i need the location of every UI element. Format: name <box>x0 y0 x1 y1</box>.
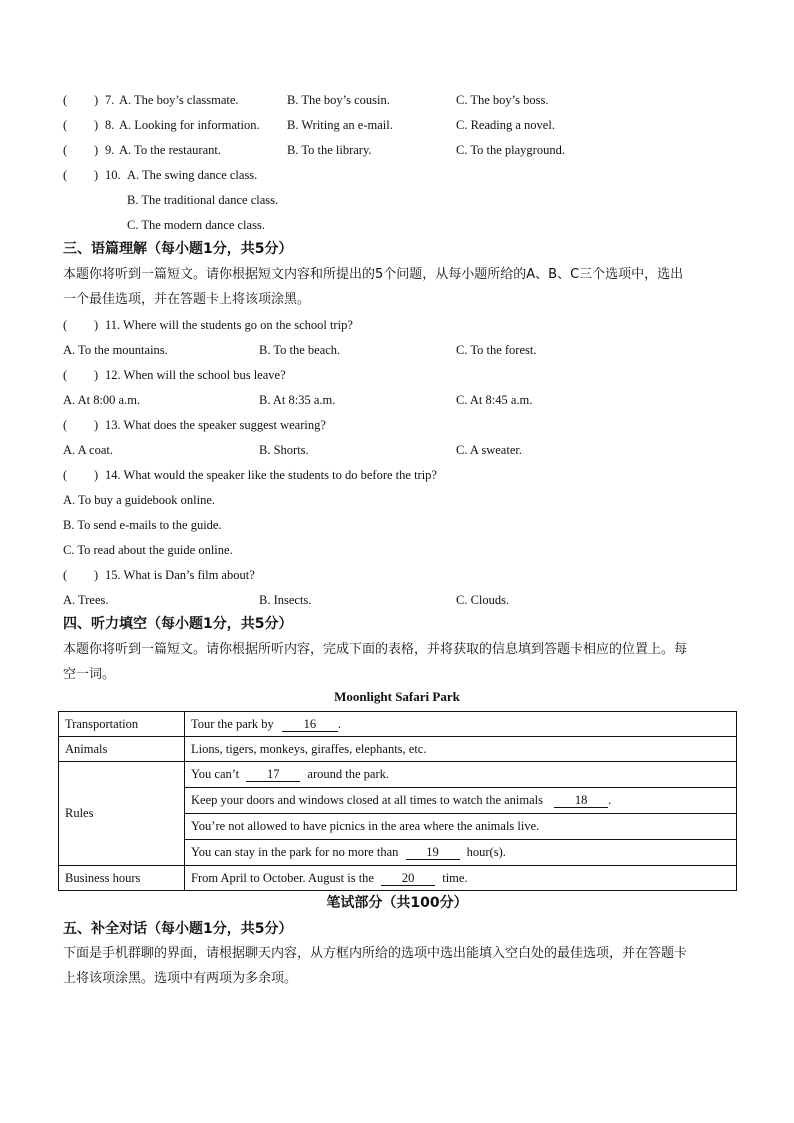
question-number: 8. <box>105 118 115 132</box>
q11-stem-row <box>63 317 353 333</box>
paren-close: ) <box>94 368 99 382</box>
q15-stem-row <box>63 567 255 583</box>
paren-close: ) <box>94 318 99 332</box>
transport-label: Transportation <box>59 712 185 737</box>
rule1-end: around the park. <box>307 767 389 781</box>
paren-close: ) <box>94 418 99 432</box>
q10-option-a: A. The swing dance class. <box>127 168 258 182</box>
rule2-end: . <box>608 793 612 807</box>
rules-label: Rules <box>59 762 185 866</box>
paren-open: ( <box>63 93 68 107</box>
q10-option-b: B. The traditional dance class. <box>127 193 279 207</box>
q10-row <box>63 167 121 183</box>
q15-option-c: C. Clouds. <box>456 593 510 607</box>
paren-close: ) <box>94 468 99 482</box>
rule2-text: Keep your doors and windows closed at all times to watch the animals <box>191 793 544 807</box>
q9-option-b: B. To the library. <box>287 143 372 157</box>
section3-instruction-line1: 本题你将听到一篇短文。请你根据短文内容和所提出的5个问题，从每小题所给的A、B、C三个选项中，选出 <box>63 267 684 282</box>
section5-instruction-line2: 上将该项涂黑。选项中有两项为多余项。 <box>63 971 298 986</box>
question-number: 9. <box>105 143 115 157</box>
q13-stem-row <box>63 417 326 433</box>
q11-option-a: A. To the mountains. <box>63 343 168 357</box>
rule4-cell <box>185 840 737 866</box>
q8-row <box>63 117 115 133</box>
q14-option-c: C. To read about the guide online. <box>63 543 233 557</box>
paren-close: ) <box>94 93 99 107</box>
q12-option-a: A. At 8:00 a.m. <box>63 393 141 407</box>
rule4-text: You can stay in the park for no more than <box>191 845 399 859</box>
transport-text: Tour the park by <box>191 716 274 731</box>
paren-open: ( <box>63 568 68 582</box>
question-number: 7. <box>105 93 115 107</box>
q13-option-a: A. A coat. <box>63 443 113 457</box>
question-stem: 15. What is Dan’s film about? <box>105 568 255 582</box>
q13-option-b: B. Shorts. <box>259 443 309 457</box>
table-row <box>59 737 737 762</box>
paren-open: ( <box>63 318 68 332</box>
q12-stem-row <box>63 367 286 383</box>
section4-heading: 四、听力填空（每小题1分，共5分） <box>63 616 293 632</box>
animals-text: Lions, tigers, monkeys, giraffes, elephants, etc. <box>185 737 737 762</box>
table-row <box>59 762 737 788</box>
q10-option-c: C. The modern dance class. <box>127 218 265 232</box>
table-row <box>59 866 737 891</box>
paren-close: ) <box>94 118 99 132</box>
blank-16: 16 <box>282 717 338 732</box>
info-table <box>58 711 737 891</box>
table-title: Moonlight Safari Park <box>334 689 460 704</box>
paren-close: ) <box>94 568 99 582</box>
question-number: 10. <box>105 168 121 182</box>
hours-cell <box>185 866 737 891</box>
hours-text: From April to October. August is the <box>191 870 374 885</box>
transport-end: . <box>337 716 342 731</box>
q7-option-a: A. The boy’s classmate. <box>119 93 239 107</box>
paren-open: ( <box>63 468 68 482</box>
q9-option-c: C. To the playground. <box>456 143 565 157</box>
rule1-text: You can’t <box>191 767 240 781</box>
section3-instruction-line2: 一个最佳选项，并在答题卡上将该项涂黑。 <box>63 292 311 307</box>
q12-option-c: C. At 8:45 a.m. <box>456 393 533 407</box>
q9-row <box>63 142 115 158</box>
q14-option-a: A. To buy a guidebook online. <box>63 493 216 507</box>
written-part-heading: 笔试部分（共100分） <box>326 895 468 911</box>
q15-option-a: A. Trees. <box>63 593 109 607</box>
blank-20: 20 <box>381 871 435 886</box>
section5-heading: 五、补全对话（每小题1分，共5分） <box>63 921 293 937</box>
q8-option-b: B. Writing an e-mail. <box>287 118 393 132</box>
hours-end: time. <box>442 870 468 885</box>
q14-option-b: B. To send e-mails to the guide. <box>63 518 222 532</box>
q7-row <box>63 92 115 108</box>
q7-option-b: B. The boy’s cousin. <box>287 93 390 107</box>
question-stem: 12. When will the school bus leave? <box>105 368 286 382</box>
q8-option-a: A. Looking for information. <box>119 118 260 132</box>
q9-option-a: A. To the restaurant. <box>119 143 221 157</box>
paren-open: ( <box>63 118 68 132</box>
transport-cell <box>185 712 737 737</box>
blank-19: 19 <box>406 845 460 860</box>
q11-option-b: B. To the beach. <box>259 343 341 357</box>
q14-stem-row <box>63 467 437 483</box>
section3-heading: 三、语篇理解（每小题1分，共5分） <box>63 241 293 257</box>
hours-label: Business hours <box>59 866 185 891</box>
animals-label: Animals <box>59 737 185 762</box>
q8-option-c: C. Reading a novel. <box>456 118 555 132</box>
paren-open: ( <box>63 143 68 157</box>
question-stem: 14. What would the speaker like the students to do before the trip? <box>105 468 437 482</box>
rule3-text: You’re not allowed to have picnics in the area where the animals live. <box>185 814 737 840</box>
table-row <box>59 712 737 737</box>
section4-instruction-line1: 本题你将听到一篇短文。请你根据所听内容，完成下面的表格，并将获取的信息填到答题卡相应的位置上。每 <box>63 642 688 657</box>
paren-open: ( <box>63 368 68 382</box>
paren-open: ( <box>63 168 68 182</box>
q13-option-c: C. A sweater. <box>456 443 522 457</box>
section4-instruction-line2: 空一词。 <box>63 667 116 682</box>
rule4-end: hour(s). <box>466 845 506 859</box>
rule1-cell <box>185 762 737 788</box>
blank-18: 18 <box>554 793 608 808</box>
q15-option-b: B. Insects. <box>259 593 312 607</box>
section5-instruction-line1: 下面是手机群聊的界面，请根据聊天内容，从方框内所给的选项中选出能填入空白处的最佳选项，并在答题卡 <box>63 946 688 961</box>
question-stem: 13. What does the speaker suggest wearing? <box>105 418 326 432</box>
q7-option-c: C. The boy’s boss. <box>456 93 549 107</box>
paren-close: ) <box>94 168 99 182</box>
q11-option-c: C. To the forest. <box>456 343 537 357</box>
paren-close: ) <box>94 143 99 157</box>
rule2-cell <box>185 788 737 814</box>
paren-open: ( <box>63 418 68 432</box>
question-stem: 11. Where will the students go on the school trip? <box>105 318 353 332</box>
q12-option-b: B. At 8:35 a.m. <box>259 393 336 407</box>
blank-17: 17 <box>246 767 300 782</box>
